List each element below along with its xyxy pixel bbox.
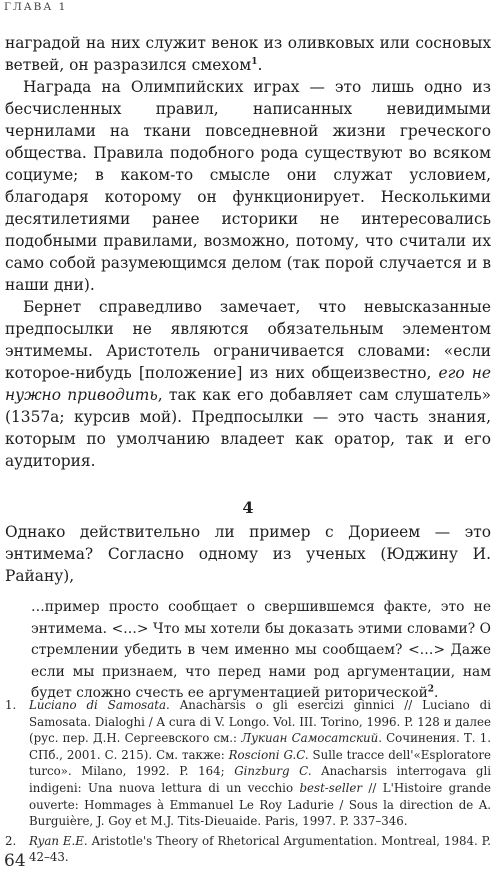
block-quote: …пример просто сообщает о свершившемся факте, это не энтимема. <…> Что мы хотели бы доказать этими словами? О стремлении убедить в чем именно мы сообщаем? <…> Даже если мы признаем, что перед нами род аргументации, нам будет сложно счесть ее аргументацией риторической$^2$. (31, 599, 491, 701)
paragraph-1: наградой на них служит венок из оливковых или сосновых ветвей, он разразился смехом$^1$. (5, 34, 491, 74)
paragraph-4: Однако действительно ли пример с Дориеем — это энтимема? Согласно одному из ученых (Юджину И. Райану), (5, 523, 491, 585)
paragraph-2: Награда на Олимпийских играх — это лишь одно из бесчисленных правил, написанных невидимыми чернилами на ткани повседневной жизни греческого общества. Правила подобного рода существуют во всяком социуме; в каком-то смысле они служат условием, благодаря которому он функционирует. Несколькими десятилетиями ранее историки не интересовались подобными правилами, возможно, потому, что считали их само собой разумеющимся делом (так порой случается и в наши дни). (5, 78, 491, 294)
footnotes (5, 697, 491, 869)
footnote-2 (5, 833, 491, 866)
running-head: ГЛАВА 1 (4, 1, 68, 13)
main-text (5, 32, 491, 705)
footnote-number: 2. (5, 833, 17, 848)
emphasis: его не нужно приводить (5, 364, 491, 404)
page-number: 64 (4, 851, 26, 871)
section-number: 4 (242, 498, 254, 517)
footnote-text: Ryan E.E. Aristotle's Theory of Rhetorical Argumentation. Montreal, 1984. P. 42–43. (29, 833, 491, 865)
footnote-number: 1. (5, 698, 17, 712)
footnote-ref-2[interactable]: 2 (427, 684, 435, 695)
footnote-text: Luciano di Samosata. Anacharsis o gli esercizi ginnici // Luciano di Samosata. Dialoghi / A cura di V. Longo. Vol. III. Torino, 1996. P. 128 и далее (рус. пер. Д.Н. Сергеевского см.: Лукиан Самосатский. Сочинения. Т. 1. СПб., 2001. С. 215). См. также: Roscioni G.C. Sulle tracce dell'«Esploratore turco». Milano, 1992. P. 164; Ginzburg C. Anacharsis interrogava gli indigeni: Una nuova lettura di un vecchio best-seller // L'Histoire grande ouverte: Hommages à Emmanuel Le Roy Ladurie / Sous la direction de A. Burguière, J. Goy et M.J. Tits-Dieuaide. Paris, 1997. P. 337–346. (29, 698, 492, 829)
paragraph-3: Бернет справедливо замечает, что невысказанные предпосылки не являются обязательным элементом энтимемы. Аристотель ограничивается словами: «если которое-нибудь [положение] из них общеизвестно, его не нужно приводить, так как его добавляет сам слушатель» (1357a; курсив мой). Предпосылки — это часть знания, которым по умолчанию владеет как оратор, так и его аудитория. (5, 298, 491, 470)
footnote-ref-1[interactable]: 1 (251, 56, 258, 67)
footnote-1 (5, 697, 491, 830)
